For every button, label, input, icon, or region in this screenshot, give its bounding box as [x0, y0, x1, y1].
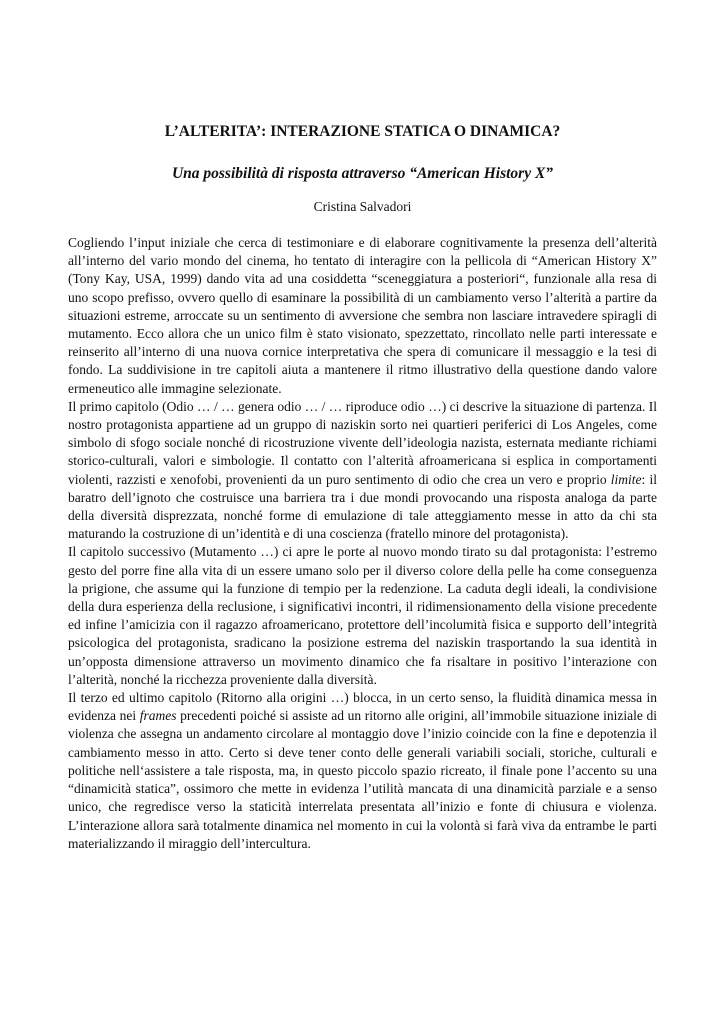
paragraph-text: precedenti poiché si assiste ad un ritorno alle origini, all’immobile situazione iniziale di violenza che assegna un andamento circolare al montaggio dove l’inizio coincide con la fine e depotenzia il cambiamento messo in atto. Certo si deve tener conto delle generali variabili sociali, storiche, culturali e politiche nell‘assistere a tale risposta, ma, in questo piccolo spazio ricreato, il finale pone l’accento su una “dinamicità statica”, ossimoro che mette in evidenza l’utilità mancata di una dinamicità parziale e a senso unico, che regredisce verso la staticità interrelata presentata all’inizio e fonte di chiusura e violenza. L’interazione allora sarà totalmente dinamica nel momento in cui la volontà si farà viva da entrambe le parti materializzando il miraggio dell’intercultura. — [68, 708, 657, 851]
document-page — [68, 122, 657, 853]
author-name: Cristina Salvadori — [313, 199, 412, 214]
paragraph-text: Il primo capitolo (Odio … / … genera odio … / … riproduce odio …) ci descrive la situazione di partenza. Il nostro protagonista appartiene ad un gruppo di naziskin sorto nei quartieri periferici di Los Angeles, come simbolo di sfogo sociale nonché di ricostruzione vivente dell’ideologia nazista, esternata mediante richiami storico-culturali, valori e simbologie. Il contatto con l’alterità afroamericana si esplica in comportamenti violenti, razzisti e xenofobi, provenienti da un puro sentimento di odio che crea un vero e proprio — [68, 398, 657, 487]
page-title: L’ALTERITA’: INTERAZIONE STATICA O DINAMICA? — [164, 123, 561, 140]
paragraph-chapter-two: Il capitolo successivo (Mutamento …) ci apre le porte al nuovo mondo tirato su dal protagonista: l’estremo gesto del porre fine alla vita di un essere umano solo per il diverso colore della pelle ha come conseguenza la prigione, che assume qui la funzione di tempio per la redenzione. La caduta degli ideali, la condivisione della dura esperienza della reclusione, i significativi incontri, il ridimensionamento della visione precedente ed infine l’amicizia con il ragazzo afroamericano, protettore dell’incolumità fisica e supporto dell’integrità psicologica del protagonista, sradicano la posizione estrema del naziskin trasportando la sua identità in un’opposta dimensione attraverso un movimento dinamico che fa risaltare in positivo l’interazione con l’alterità, nonché la ricchezza proveniente dalla diversità. — [68, 544, 657, 687]
emphasis-term: frames — [139, 708, 177, 724]
paragraph-text: Il terzo ed ultimo capitolo (Ritorno alla origini …) blocca, in un certo senso, la fluidità dinamica messa in evidenza nei — [68, 690, 657, 724]
paragraph-introduction: Cogliendo l’input iniziale che cerca di testimoniare e di elaborare cognitivamente la presenza dell’alterità all’interno del vario mondo del cinema, ho tentato di interagire con la pellicola di “American History X” (Tony Kay, USA, 1999) dando vita ad una cosiddetta “sceneggiatura a posteriori“, funzionale alla resa di uno scopo prefisso, ovvero quello di esaminare la possibilità di un cambiamento verso l’alterità a partire da situazioni estreme, arroccate su un sentimento di avversione che sembra non lasciare intravedere spiragli di mutamento. Ecco allora che un unico film è stato visionato, spezzettato, rincollato nelle parti interessate e reinserito all’interno di una nuova cornice interpretativa che spera di comunicare il messaggio e la tesi di fondo. La suddivisione in tre capitoli aiuta a mantenere il ritmo illustrativo della questione dando valore ermeneutico alle immagine selezionate. — [68, 235, 657, 396]
emphasis-term: limite — [610, 471, 642, 487]
paragraph-text: : il baratro dell’ignoto che costruisce una barriera tra i due mondi provocando una risposta analoga da parte della diversità disprezzata, nonché forme di emulazione di tale atteggiamento messe in atto da chi sta maturando la costruzione di un’identità e di una coscienza (fratello minore del protagonista). — [68, 471, 657, 542]
document-body — [68, 234, 657, 853]
paragraph-chapter-one — [68, 398, 657, 544]
paragraph-chapter-three — [68, 689, 657, 853]
page-subtitle: Una possibilità di risposta attraverso “American History X” — [171, 165, 554, 182]
